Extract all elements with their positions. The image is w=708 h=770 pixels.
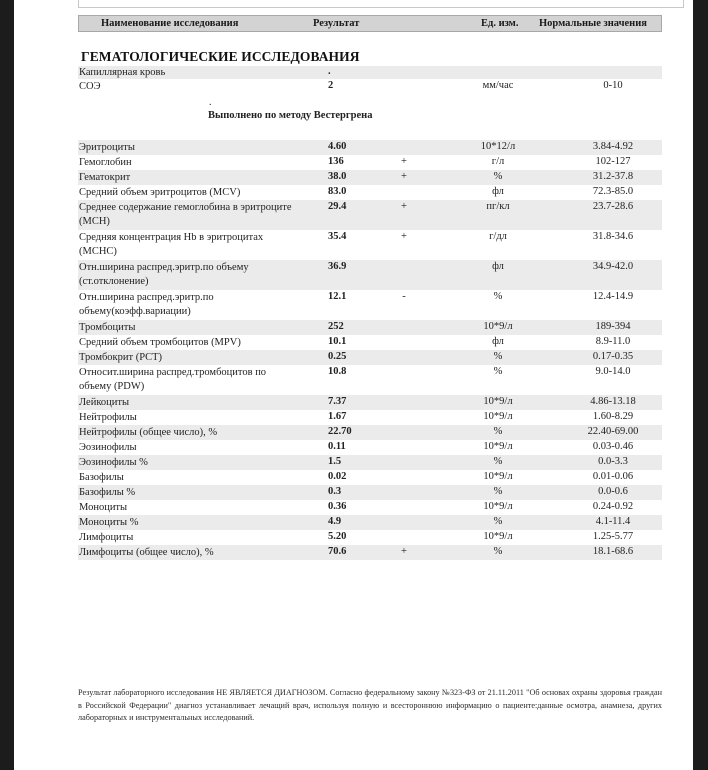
header-result: Результат xyxy=(313,18,360,29)
results-table xyxy=(78,140,662,560)
row-unit: 10*9/л xyxy=(483,501,513,512)
row-name: Эозинофилы xyxy=(79,442,137,453)
row-unit: 10*9/л xyxy=(483,396,513,407)
row-name: Моноциты % xyxy=(79,517,139,528)
row-norm: 12.4-14.9 xyxy=(592,291,634,302)
header-unit: Ед. изм. xyxy=(481,18,519,29)
row-name: Лейкоциты xyxy=(79,397,130,408)
row-result: 10.1 xyxy=(328,336,347,347)
header-norm: Нормальные значения xyxy=(539,18,647,29)
table-row xyxy=(78,425,662,440)
table-row xyxy=(78,230,662,260)
row-result: 38.0 xyxy=(328,171,347,182)
table-row xyxy=(78,185,662,200)
row-norm: 0-10 xyxy=(603,80,623,91)
row-unit: % xyxy=(493,366,503,377)
table-row xyxy=(78,515,662,530)
row-result: 35.4 xyxy=(328,231,347,242)
table-row xyxy=(78,260,662,290)
row-unit: мм/час xyxy=(482,80,514,91)
table-row xyxy=(78,350,662,365)
row-flag: + xyxy=(401,546,407,557)
row-result: 252 xyxy=(328,321,344,332)
row-norm: 0.03-0.46 xyxy=(592,441,634,452)
header-name: Наименование исследования xyxy=(101,18,239,29)
row-result: . xyxy=(328,66,331,77)
row-norm: 102-127 xyxy=(595,156,631,167)
row-result: 0.02 xyxy=(328,471,347,482)
row-norm: 189-394 xyxy=(595,321,631,332)
row-norm: 31.2-37.8 xyxy=(592,171,634,182)
row-norm: 9.0-14.0 xyxy=(595,366,631,377)
row-name: Базофилы xyxy=(79,472,124,483)
row-norm: 1.60-8.29 xyxy=(592,411,634,422)
row-unit: фл xyxy=(492,186,504,197)
row-result: 0.3 xyxy=(328,486,342,497)
row-unit: 10*12/л xyxy=(480,141,516,152)
row-name: Относит.ширина распред.тромбоцитов по объему (PDW) xyxy=(79,367,267,392)
row-unit: % xyxy=(493,351,503,362)
method-note: Выполнено по методу Вестергрена xyxy=(208,110,373,121)
row-name: Тромбокрит (PCT) xyxy=(79,352,162,363)
row-result: 0.11 xyxy=(328,441,346,452)
table-row xyxy=(78,66,662,79)
table-row xyxy=(78,79,662,93)
row-unit: % xyxy=(493,486,503,497)
row-result: 83.0 xyxy=(328,186,347,197)
row-norm: 31.8-34.6 xyxy=(592,231,634,242)
row-unit: 10*9/л xyxy=(483,411,513,422)
row-norm: 0.17-0.35 xyxy=(592,351,634,362)
table-row xyxy=(78,395,662,410)
row-flag: + xyxy=(401,156,407,167)
row-unit: % xyxy=(493,291,503,302)
row-result: 70.6 xyxy=(328,546,347,557)
row-norm: 23.7-28.6 xyxy=(592,201,634,212)
row-norm: 0.24-0.92 xyxy=(592,501,634,512)
row-name: Эритроциты xyxy=(79,142,135,153)
table-row xyxy=(78,335,662,350)
row-unit: % xyxy=(493,171,503,182)
row-norm: 4.86-13.18 xyxy=(590,396,636,407)
row-norm: 22.40-69.00 xyxy=(587,426,639,437)
row-result: 0.36 xyxy=(328,501,347,512)
table-row xyxy=(78,545,662,560)
table-row xyxy=(78,320,662,335)
table-row xyxy=(78,155,662,170)
row-flag: + xyxy=(401,201,407,212)
section-title: ГЕМАТОЛОГИЧЕСКИЕ ИССЛЕДОВАНИЯ xyxy=(81,49,360,64)
row-name: Средний объем эритроцитов (MCV) xyxy=(79,187,241,198)
row-name: Лимфоциты xyxy=(79,532,134,543)
table-row xyxy=(78,470,662,485)
table-row xyxy=(78,485,662,500)
row-result: 1.67 xyxy=(328,411,347,422)
table-row xyxy=(78,290,662,320)
row-norm: 0.0-3.3 xyxy=(598,456,628,467)
row-result: 29.4 xyxy=(328,201,347,212)
row-result: 2 xyxy=(328,80,334,91)
table-header xyxy=(78,15,662,32)
row-norm: 4.1-11.4 xyxy=(595,516,631,527)
row-norm: 18.1-68.6 xyxy=(592,546,634,557)
table-row xyxy=(78,500,662,515)
row-result: 10.8 xyxy=(328,366,347,377)
disclaimer: Результат лабораторного исследования НЕ ЯВЛЯЕТСЯ ДИАГНОЗОМ. Согласно федеральному закону №323-ФЗ от 21.11.2011 "Об основах охраны здоровья граждан в Российской Федерации" диагноз устанавливает лечащий врач, используя полную и всестороннюю информацию о пациенте:данные осмотра, анамнеза, других лабораторных и инструментальных исследований. xyxy=(78,688,662,722)
row-name: Отн.ширина распред.эритр.по объему(коэфф.вариации) xyxy=(79,292,214,317)
row-unit: г/л xyxy=(491,156,505,167)
row-unit: г/дл xyxy=(489,231,507,242)
row-unit: фл xyxy=(492,336,504,347)
row-name: Нейтрофилы (общее число), % xyxy=(79,427,218,438)
row-result: 1.5 xyxy=(328,456,342,467)
table-row xyxy=(78,170,662,185)
table-row xyxy=(78,200,662,230)
row-name: Средняя концентрация Hb в эритроцитах (MCHC) xyxy=(79,232,264,257)
row-unit: фл xyxy=(492,261,504,272)
table-row xyxy=(78,365,662,395)
row-name: Гематокрит xyxy=(79,172,131,183)
row-norm: 1.25-5.77 xyxy=(592,531,634,542)
row-name: Эозинофилы % xyxy=(79,457,148,468)
top-rows xyxy=(78,66,662,93)
row-name: Отн.ширина распред.эритр.по объему (ст.отклонение) xyxy=(79,262,249,287)
row-name: Лимфоциты (общее число), % xyxy=(79,547,214,558)
row-result: 4.60 xyxy=(328,141,347,152)
row-unit: % xyxy=(493,426,503,437)
row-name: Нейтрофилы xyxy=(79,412,137,423)
row-unit: пг/кл xyxy=(486,201,510,212)
row-name: Среднее содержание гемоглобина в эритроците (MCH) xyxy=(79,202,292,227)
row-unit: % xyxy=(493,546,503,557)
row-norm: 3.84-4.92 xyxy=(592,141,634,152)
row-name: Средний объем тромбоцитов (MPV) xyxy=(79,337,241,348)
table-row xyxy=(78,530,662,545)
table-row xyxy=(78,140,662,155)
row-unit: % xyxy=(493,516,503,527)
row-flag: + xyxy=(401,171,407,182)
row-flag: + xyxy=(401,231,407,242)
row-norm: 8.9-11.0 xyxy=(595,336,631,347)
table-row xyxy=(78,455,662,470)
row-name: Гемоглобин xyxy=(79,157,132,168)
row-unit: % xyxy=(493,456,503,467)
row-result: 12.1 xyxy=(328,291,347,302)
row-unit: 10*9/л xyxy=(483,321,513,332)
document-page xyxy=(14,0,693,770)
row-flag: - xyxy=(402,291,406,302)
row-unit: 10*9/л xyxy=(483,441,513,452)
row-norm: 0.0-0.6 xyxy=(598,486,628,497)
row-norm: 0.01-0.06 xyxy=(592,471,634,482)
row-unit: 10*9/л xyxy=(483,531,513,542)
row-result: 0.25 xyxy=(328,351,347,362)
row-result: 7.37 xyxy=(328,396,347,407)
row-result: 4.9 xyxy=(328,516,342,527)
table-row xyxy=(78,410,662,425)
row-name: Базофилы % xyxy=(79,487,136,498)
method-dot: . xyxy=(209,97,212,108)
row-name: Тромбоциты xyxy=(79,322,136,333)
row-result: 22.70 xyxy=(328,426,352,437)
row-result: 136 xyxy=(328,156,344,167)
row-norm: 72.3-85.0 xyxy=(592,186,634,197)
row-norm: 34.9-42.0 xyxy=(592,261,634,272)
row-result: 36.9 xyxy=(328,261,347,272)
row-name: Моноциты xyxy=(79,502,128,513)
row-result: 5.20 xyxy=(328,531,347,542)
patient-info-box xyxy=(78,0,684,8)
row-unit: 10*9/л xyxy=(483,471,513,482)
row-name: Капиллярная кровь xyxy=(79,67,166,78)
row-name: СОЭ xyxy=(79,81,101,92)
table-row xyxy=(78,440,662,455)
